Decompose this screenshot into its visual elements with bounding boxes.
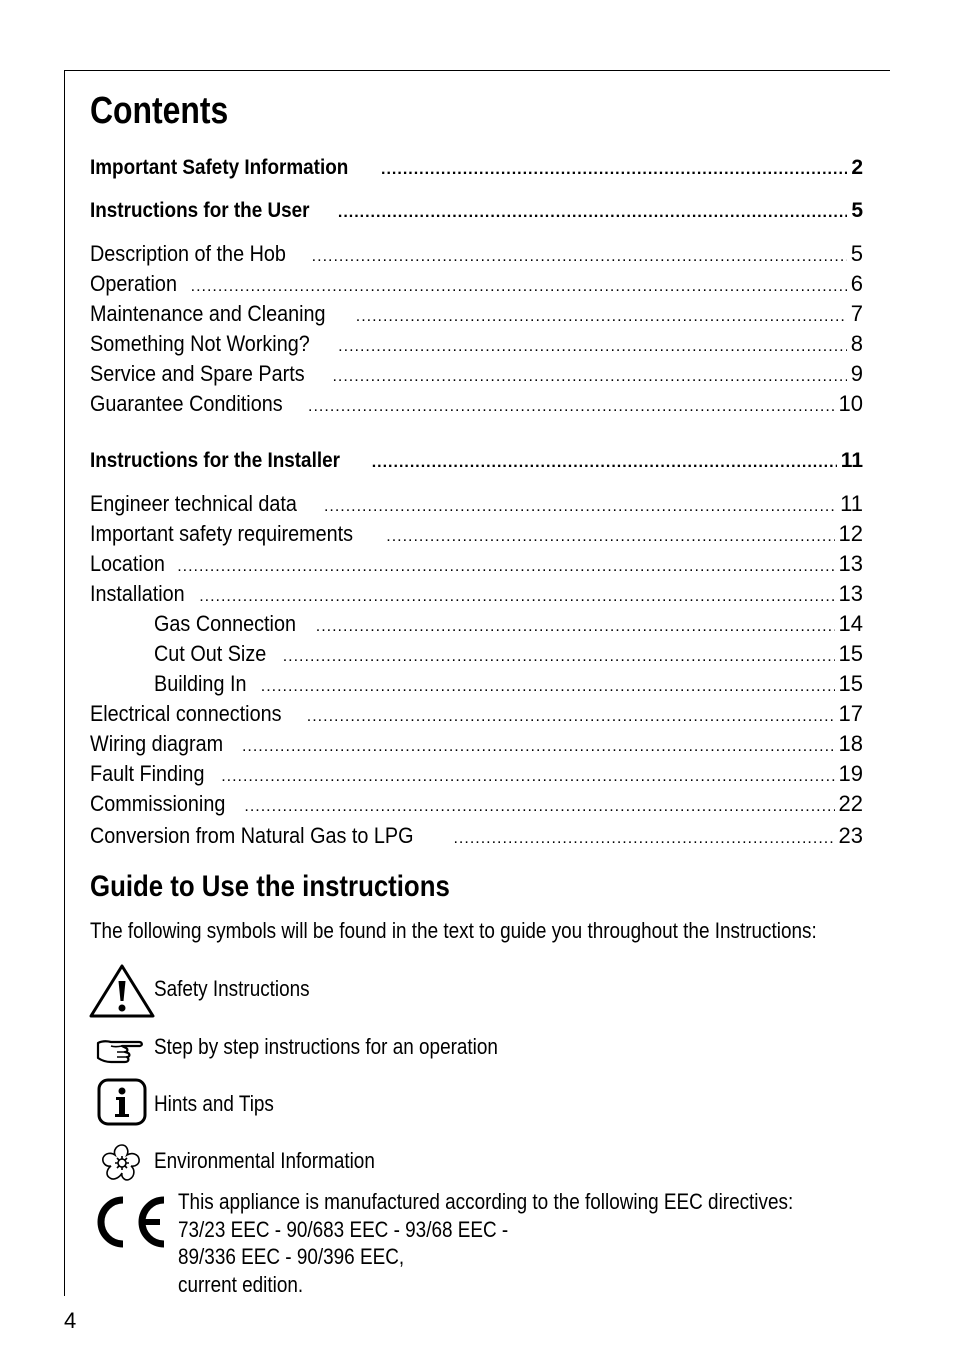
- toc-entry[interactable]: [90, 550, 863, 578]
- toc-entry-page: 9: [850, 361, 863, 386]
- toc-entry-label: Description of the Hob: [90, 241, 286, 266]
- toc-leader-dots: [221, 763, 834, 788]
- toc-entry-label: Location: [90, 551, 165, 576]
- toc-subentry[interactable]: [90, 610, 863, 638]
- info-icon: [97, 1078, 147, 1126]
- toc-leader-dots: [177, 553, 834, 578]
- toc-entry[interactable]: [90, 760, 863, 788]
- toc-entry-page: 15: [838, 641, 863, 666]
- toc-entry[interactable]: [90, 730, 863, 758]
- toc-entry-label: Wiring diagram: [90, 731, 224, 756]
- toc-entry-page: 18: [838, 731, 863, 756]
- toc-leader-dots: [242, 733, 835, 758]
- toc-entry-page: 5: [850, 241, 863, 266]
- toc-entry[interactable]: [90, 360, 863, 388]
- environmental-info-label: Environmental Information: [154, 1148, 375, 1173]
- toc-subentry[interactable]: [90, 640, 863, 668]
- toc-entry-page: 11: [840, 491, 863, 516]
- toc-entry-label: Something Not Working?: [90, 331, 310, 356]
- page-number: 4: [64, 1308, 77, 1333]
- toc-entry[interactable]: [90, 197, 863, 225]
- toc-leader-dots: [332, 363, 846, 388]
- step-instructions-label: Step by step instructions for an operation: [154, 1034, 498, 1059]
- toc-entry-page: 2: [851, 156, 863, 179]
- toc-entry[interactable]: [90, 300, 863, 328]
- toc-leader-dots: [372, 449, 837, 475]
- ce-line: This appliance is manufactured according to the following EEC directives:: [178, 1189, 794, 1214]
- toc-entry-page: 10: [838, 391, 863, 416]
- toc-entry-page: 13: [838, 551, 863, 576]
- toc-leader-dots: [324, 493, 836, 518]
- toc-entry-label: Fault Finding: [90, 761, 205, 786]
- toc-leader-dots: [261, 673, 835, 698]
- ce-mark-icon: [90, 1194, 168, 1250]
- warning-triangle-icon: [89, 964, 155, 1018]
- toc-entry-page: 17: [838, 701, 863, 726]
- toc-entry-page: 19: [838, 761, 863, 786]
- ce-line: 89/336 EEC - 90/396 EEC,: [178, 1244, 405, 1269]
- ce-line: 73/23 EEC - 90/683 EEC - 93/68 EEC -: [178, 1216, 509, 1242]
- toc-entry-label: Electrical connections: [90, 701, 282, 726]
- toc-leader-dots: [312, 243, 847, 268]
- toc-leader-dots: [338, 199, 847, 225]
- ce-line: current edition.: [178, 1271, 304, 1297]
- toc-entry[interactable]: [90, 154, 863, 182]
- toc-leader-dots: [381, 156, 847, 182]
- toc-entry-page: 15: [838, 671, 863, 696]
- toc-entry-label: Guarantee Conditions: [90, 391, 283, 416]
- pointing-hand-icon: [95, 1038, 145, 1064]
- toc-entry-page: 23: [838, 823, 863, 848]
- toc-subentry[interactable]: [90, 670, 863, 698]
- toc-entry-label: Cut Out Size: [154, 641, 267, 666]
- toc-leader-dots: [386, 523, 834, 548]
- guide-intro-text: The following symbols will be found in the text to guide you throughout the Instructions:: [90, 918, 817, 943]
- toc-entry-page: 5: [851, 199, 863, 222]
- toc-entry[interactable]: [90, 520, 863, 548]
- toc-entry[interactable]: [90, 270, 863, 298]
- toc-entry[interactable]: [90, 447, 863, 475]
- toc-leader-dots: [199, 583, 834, 608]
- toc-leader-dots: [308, 393, 834, 418]
- left-rule: [64, 70, 65, 1296]
- toc-entry[interactable]: [90, 240, 863, 268]
- toc-entry-label: Important Safety Information: [90, 156, 349, 179]
- toc-entry[interactable]: [90, 390, 863, 418]
- toc-leader-dots: [338, 333, 847, 358]
- toc-entry[interactable]: [90, 490, 863, 518]
- toc-entry[interactable]: [90, 790, 863, 818]
- toc-leader-dots: [453, 825, 834, 850]
- toc-entry-label: Instructions for the Installer: [90, 449, 340, 472]
- toc-entry-page: 7: [850, 301, 863, 326]
- ce-directives-text: [178, 1188, 793, 1298]
- toc-entry-page: 13: [838, 581, 863, 606]
- toc-entry-label: Instructions for the User: [90, 199, 310, 222]
- toc-entry-label: Installation: [90, 581, 185, 606]
- toc-entry-page: 22: [838, 791, 863, 816]
- hints-tips-label: Hints and Tips: [154, 1091, 274, 1116]
- toc-entry-page: 11: [840, 449, 863, 472]
- toc-entry-label: Building In: [154, 671, 247, 696]
- guide-section-title: Guide to Use the instructions: [90, 870, 450, 903]
- toc-entry[interactable]: [90, 822, 863, 850]
- toc-leader-dots: [356, 303, 847, 328]
- toc-entry-page: 8: [850, 331, 863, 356]
- toc-entry-page: 6: [850, 271, 863, 296]
- toc-entry-label: Maintenance and Cleaning: [90, 301, 326, 326]
- toc-entry-label: Engineer technical data: [90, 491, 297, 516]
- flower-icon: [99, 1141, 145, 1187]
- toc-entry[interactable]: [90, 580, 863, 608]
- toc-entry[interactable]: [90, 700, 863, 728]
- toc-entry-label: Gas Connection: [154, 611, 296, 636]
- page-title: Contents: [90, 90, 229, 132]
- toc-leader-dots: [307, 703, 835, 728]
- toc-entry-label: Commissioning: [90, 791, 226, 816]
- toc-entry-page: 12: [838, 521, 863, 546]
- toc-leader-dots: [283, 643, 835, 668]
- toc-entry-page: 14: [838, 611, 863, 636]
- safety-instructions-label: Safety Instructions: [154, 976, 310, 1001]
- toc-leader-dots: [191, 273, 847, 298]
- toc-entry[interactable]: [90, 330, 863, 358]
- toc-entry-label: Service and Spare Parts: [90, 361, 305, 386]
- toc-entry-label: Important safety requirements: [90, 521, 354, 546]
- toc-entry-label: Conversion from Natural Gas to LPG: [90, 823, 414, 848]
- toc-leader-dots: [244, 793, 834, 818]
- toc-entry-label: Operation: [90, 271, 177, 296]
- toc-leader-dots: [316, 613, 835, 638]
